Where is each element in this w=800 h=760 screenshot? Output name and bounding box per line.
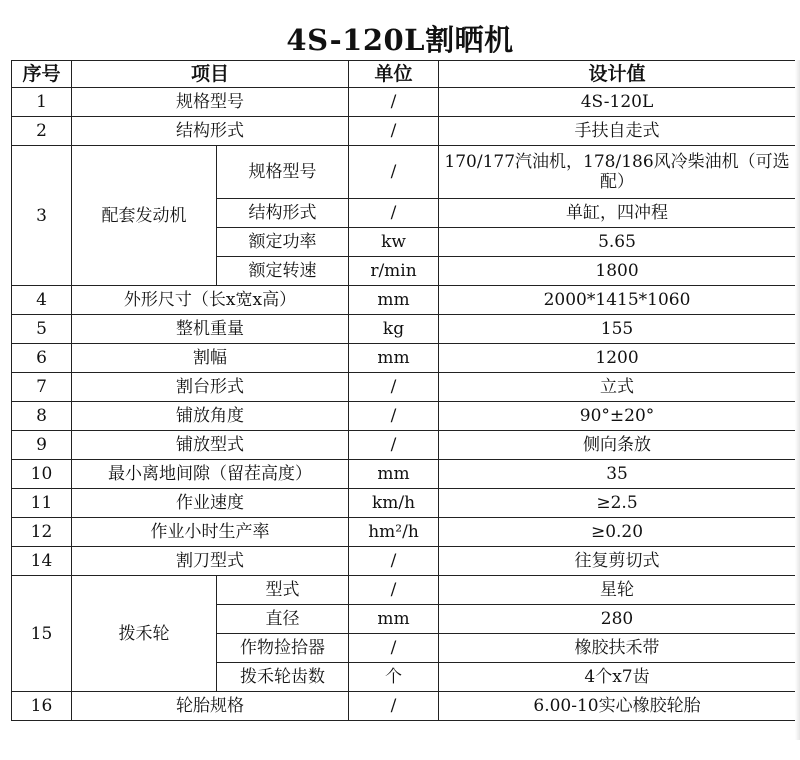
sub-unit: mm [349,605,439,634]
table-row [12,431,796,460]
row-no: 8 [12,402,72,431]
row-no: 2 [12,117,72,146]
header-value: 设计值 [439,61,796,88]
row-item: 整机重量 [72,315,349,344]
table-row [12,402,796,431]
sub-value: 280 [439,605,796,634]
row-item: 结构形式 [72,117,349,146]
row-value: ≥2.5 [439,489,796,518]
row-unit: mm [349,460,439,489]
row-unit: mm [349,286,439,315]
row-value: 4S-120L [439,88,796,117]
row-unit: / [349,373,439,402]
sub-unit: kw [349,228,439,257]
sub-item: 规格型号 [217,146,349,199]
row-item: 铺放型式 [72,431,349,460]
sub-item: 额定功率 [217,228,349,257]
row-item: 割幅 [72,344,349,373]
row-item: 作业小时生产率 [72,518,349,547]
sub-value: 单缸，四冲程 [439,199,796,228]
row-no: 3 [12,146,72,286]
row-item: 割台形式 [72,373,349,402]
row-value: 155 [439,315,796,344]
row-no: 10 [12,460,72,489]
sub-unit: / [349,576,439,605]
page-title: 4S-120L割晒机 [286,23,514,57]
sub-value: 170/177汽油机，178/186风冷柴油机（可选配） [439,146,796,199]
table-row [12,518,796,547]
sub-value: 4个x7齿 [439,663,796,692]
sub-value: 1800 [439,257,796,286]
sub-unit: / [349,199,439,228]
sub-value: 橡胶扶禾带 [439,634,796,663]
page-edge-shadow [795,60,800,740]
table-row [12,146,796,199]
sub-item: 型式 [217,576,349,605]
row-unit: / [349,117,439,146]
sub-unit: / [349,146,439,199]
table-row [12,88,796,117]
row-unit: mm [349,344,439,373]
table-row [12,117,796,146]
row-item: 作业速度 [72,489,349,518]
row-unit: km/h [349,489,439,518]
row-unit: / [349,431,439,460]
row-no: 12 [12,518,72,547]
row-no: 15 [12,576,72,692]
row-item: 轮胎规格 [72,692,349,721]
row-no: 11 [12,489,72,518]
row-value: ≥0.20 [439,518,796,547]
row-value: 立式 [439,373,796,402]
row-item: 外形尺寸（长x宽x高） [72,286,349,315]
sub-value: 5.65 [439,228,796,257]
row-value: 侧向条放 [439,431,796,460]
row-item: 铺放角度 [72,402,349,431]
row-value: 往复剪切式 [439,547,796,576]
table-row [12,576,796,605]
table-row [12,547,796,576]
row-item: 割刀型式 [72,547,349,576]
table-row [12,286,796,315]
sub-item: 直径 [217,605,349,634]
row-no: 14 [12,547,72,576]
row-no: 1 [12,88,72,117]
row-no: 16 [12,692,72,721]
header-no: 序号 [12,61,72,88]
row-unit: / [349,88,439,117]
row-value: 90°±20° [439,402,796,431]
sub-item: 额定转速 [217,257,349,286]
spec-table [11,60,796,721]
row-group-item: 拨禾轮 [72,576,217,692]
row-item: 最小离地间隙（留茬高度） [72,460,349,489]
row-unit: / [349,547,439,576]
row-unit: / [349,692,439,721]
row-value: 6.00-10实心橡胶轮胎 [439,692,796,721]
sub-item: 拨禾轮齿数 [217,663,349,692]
row-no: 4 [12,286,72,315]
table-row [12,489,796,518]
row-unit: hm²/h [349,518,439,547]
row-value: 35 [439,460,796,489]
row-no: 9 [12,431,72,460]
header-row [12,61,796,88]
table-row [12,692,796,721]
sub-item: 作物捡拾器 [217,634,349,663]
header-unit: 单位 [349,61,439,88]
table-row [12,460,796,489]
row-value: 手扶自走式 [439,117,796,146]
row-unit: / [349,402,439,431]
row-no: 7 [12,373,72,402]
table-row [12,344,796,373]
sub-value: 星轮 [439,576,796,605]
row-no: 6 [12,344,72,373]
sub-unit: r/min [349,257,439,286]
row-item: 规格型号 [72,88,349,117]
sub-unit: 个 [349,663,439,692]
row-value: 1200 [439,344,796,373]
row-no: 5 [12,315,72,344]
row-value: 2000*1415*1060 [439,286,796,315]
row-group-item: 配套发动机 [72,146,217,286]
table-row [12,373,796,402]
table-row [12,315,796,344]
row-unit: kg [349,315,439,344]
sub-item: 结构形式 [217,199,349,228]
sub-unit: / [349,634,439,663]
header-item: 项目 [72,61,349,88]
